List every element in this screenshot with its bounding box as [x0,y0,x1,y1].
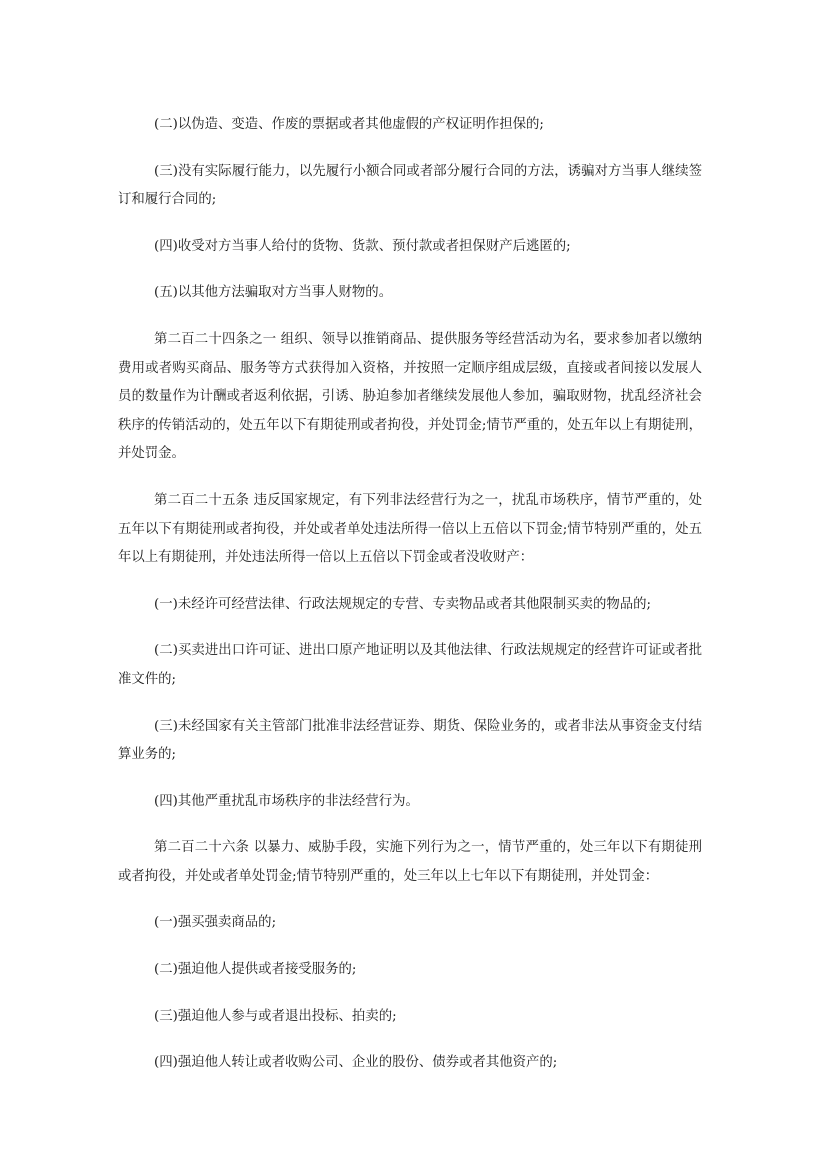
article-224-1: 第二百二十四条之一 组织、领导以推销商品、提供服务等经营活动为名，要求参加者以缴纳费用或者购买商品、服务等方式获得加入资格，并按照一定顺序组成层级，直接或者间接以发展人员的数量作为计酬或者返利依据，引诱、胁迫参加者继续发展他人参加，骗取财物，扰乱经济社会秩序的传销活动的，处五年以下有期徒刑或者拘役，并处罚金;情节严重的，处五年以上有期徒刑，并处罚金。 [118,331,702,462]
article-225-item-4: (四)其他严重扰乱市场秩序的非法经营行为。 [154,793,419,809]
paragraph-item-2: (二)以伪造、变造、作废的票据或者其他虚假的产权证明作担保的; [154,117,544,132]
article-226-item-1: (一)强买强卖商品的; [154,915,277,931]
article-226-item-2: (二)强迫他人提供或者接受服务的; [154,962,357,978]
article-226-item-4: (四)强迫他人转让或者收购公司、企业的股份、债券或者其他资产的; [154,1055,558,1071]
paragraph-item-5: (五)以其他方法骗取对方当事人财物的。 [154,285,393,301]
article-225: 第二百二十五条 违反国家规定，有下列非法经营行为之一，扰乱市场秩序，情节严重的，处五年以下有期徒刑或者拘役，并处或者单处违法所得一倍以上五倍以下罚金;情节特别严重的，处五年以上有期徒刑，并处违法所得一倍以上五倍以下罚金或者没收财产： [118,492,702,566]
article-226-item-3: (三)强迫他人参与或者退出投标、拍卖的; [154,1008,397,1024]
article-226: 第二百二十六条 以暴力、威胁手段，实施下列行为之一，情节严重的，处三年以下有期徒刑或者拘役，并处或者单处罚金;情节特别严重的，处三年以上七年以下有期徒刑，并处罚金： [118,840,702,884]
article-225-item-3: (三)未经国家有关主管部门批准非法经营证券、期货、保险业务的，或者非法从事资金支付结算业务的; [118,718,702,763]
article-225-item-1: (一)未经许可经营法律、行政法规规定的专营、专卖物品或者其他限制买卖的物品的; [154,596,652,612]
paragraph-item-4: (四)收受对方当事人给付的货物、货款、预付款或者担保财产后逃匿的; [154,238,571,254]
paragraph-item-3: (三)没有实际履行能力，以先履行小额合同或者部分履行合同的方法，诱骗对方当事人继续签订和履行合同的; [118,163,702,208]
article-225-item-2: (二)买卖进出口许可证、进出口原产地证明以及其他法律、行政法规规定的经营许可证或者批准文件的; [118,643,702,687]
document-body [118,111,702,1078]
